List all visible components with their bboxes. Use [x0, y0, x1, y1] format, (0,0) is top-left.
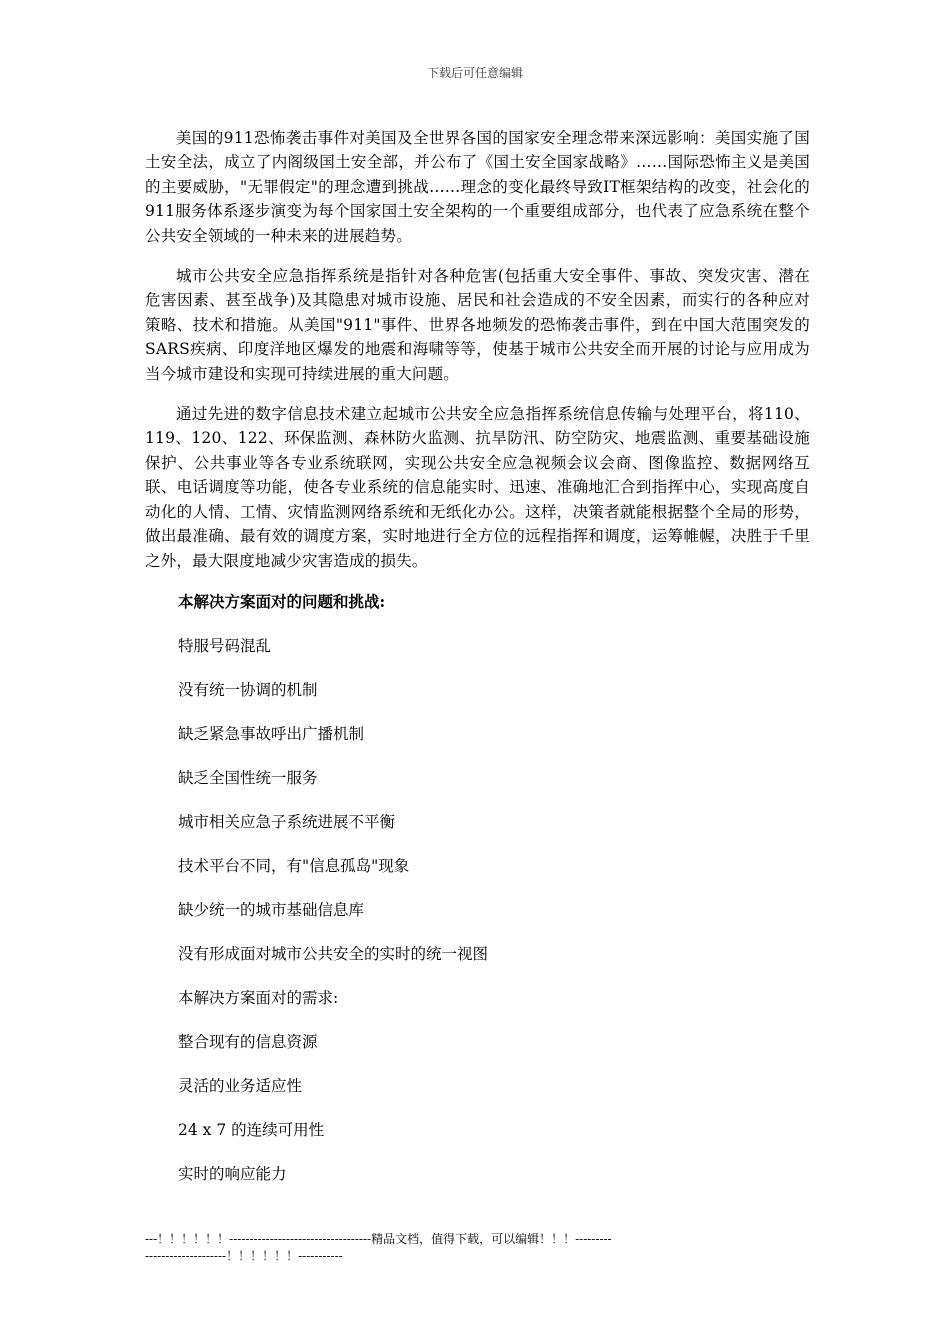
requirement-item: 整合现有的信息资源: [178, 1032, 318, 1051]
requirements-heading: 本解决方案面对的需求:: [178, 988, 339, 1007]
paragraph-city-safety-system: 城市公共安全应急指挥系统是指针对各种危害(包括重大安全事件、事故、突发灾害、潜在危害因素、甚至战争)及其隐患对城市设施、居民和社会造成的不安全因素，而实行的各种应对策略、技术和措施。从美国"911"事件、世界各地频发的恐怖袭击事件，到在中国大范围突发的SARS疾病、印度洋地区爆发的地震和海啸等等，使基于城市公共安全而开展的讨论与应用成为当今城市建设和实现可持续进展的重大问题。: [145, 267, 810, 383]
challenge-item: 缺少统一的城市基础信息库: [178, 900, 365, 919]
challenge-item: 城市相关应急子系统进展不平衡: [178, 812, 396, 831]
page-footer-note: ---！！！！！！-----------------------------------精品文档，值得下载，可以编辑！！！-----------------------------！！！！！！-----------: [145, 1232, 612, 1263]
paragraph-intro-911: 美国的911恐怖袭击事件对美国及全世界各国的国家安全理念带来深远影响：美国实施了国土安全法，成立了内阁级国土安全部，并公布了《国土安全国家战略》……国际恐怖主义是美国的主要威胁，"无罪假定"的理念遭到挑战……理念的变化最终导致IT框架结构的改变，社会化的911服务体系逐步演变为每个国家国土安全架构的一个重要组成部分，也代表了应急系统在整个公共安全领域的一种未来的进展趋势。: [145, 129, 810, 245]
challenge-item: 特服号码混乱: [178, 636, 272, 655]
challenge-item: 缺乏紧急事故呼出广播机制: [178, 724, 365, 743]
challenges-and-requirements-list: [145, 591, 810, 1207]
requirement-item: 24 x 7 的连续可用性: [178, 1120, 325, 1139]
challenge-item: 缺乏全国性统一服务: [178, 768, 318, 787]
document-body: [145, 126, 810, 1207]
page-header-note: 下载后可任意编辑: [426, 66, 523, 80]
paragraph-digital-platform: 通过先进的数字信息技术建立起城市公共安全应急指挥系统信息传输与处理平台，将110、119、120、122、环保监测、森林防火监测、抗旱防汛、防空防灾、地震监测、重要基础设施保护、公共事业等各专业系统联网，实现公共安全应急视频会议会商、图像监控、数据网络互联、电话调度等功能，使各专业系统的信息能实时、迅速、准确地汇合到指挥中心，实现高度自动化的人情、工情、灾情监测网络系统和无纸化办公。这样，决策者就能根据整个全局的形势，做出最准确、最有效的调度方案，实时地进行全方位的远程指挥和调度，运筹帷幄，决胜于千里之外，最大限度地减少灾害造成的损失。: [145, 405, 810, 570]
challenge-item: 技术平台不同，有"信息孤岛"现象: [178, 856, 410, 875]
challenge-item: 没有形成面对城市公共安全的实时的统一视图: [178, 944, 489, 963]
challenges-heading: 本解决方案面对的问题和挑战:: [178, 591, 386, 611]
requirement-item: 实时的响应能力: [178, 1164, 287, 1183]
challenge-item: 没有统一协调的机制: [178, 680, 318, 699]
requirement-item: 灵活的业务适应性: [178, 1076, 303, 1095]
